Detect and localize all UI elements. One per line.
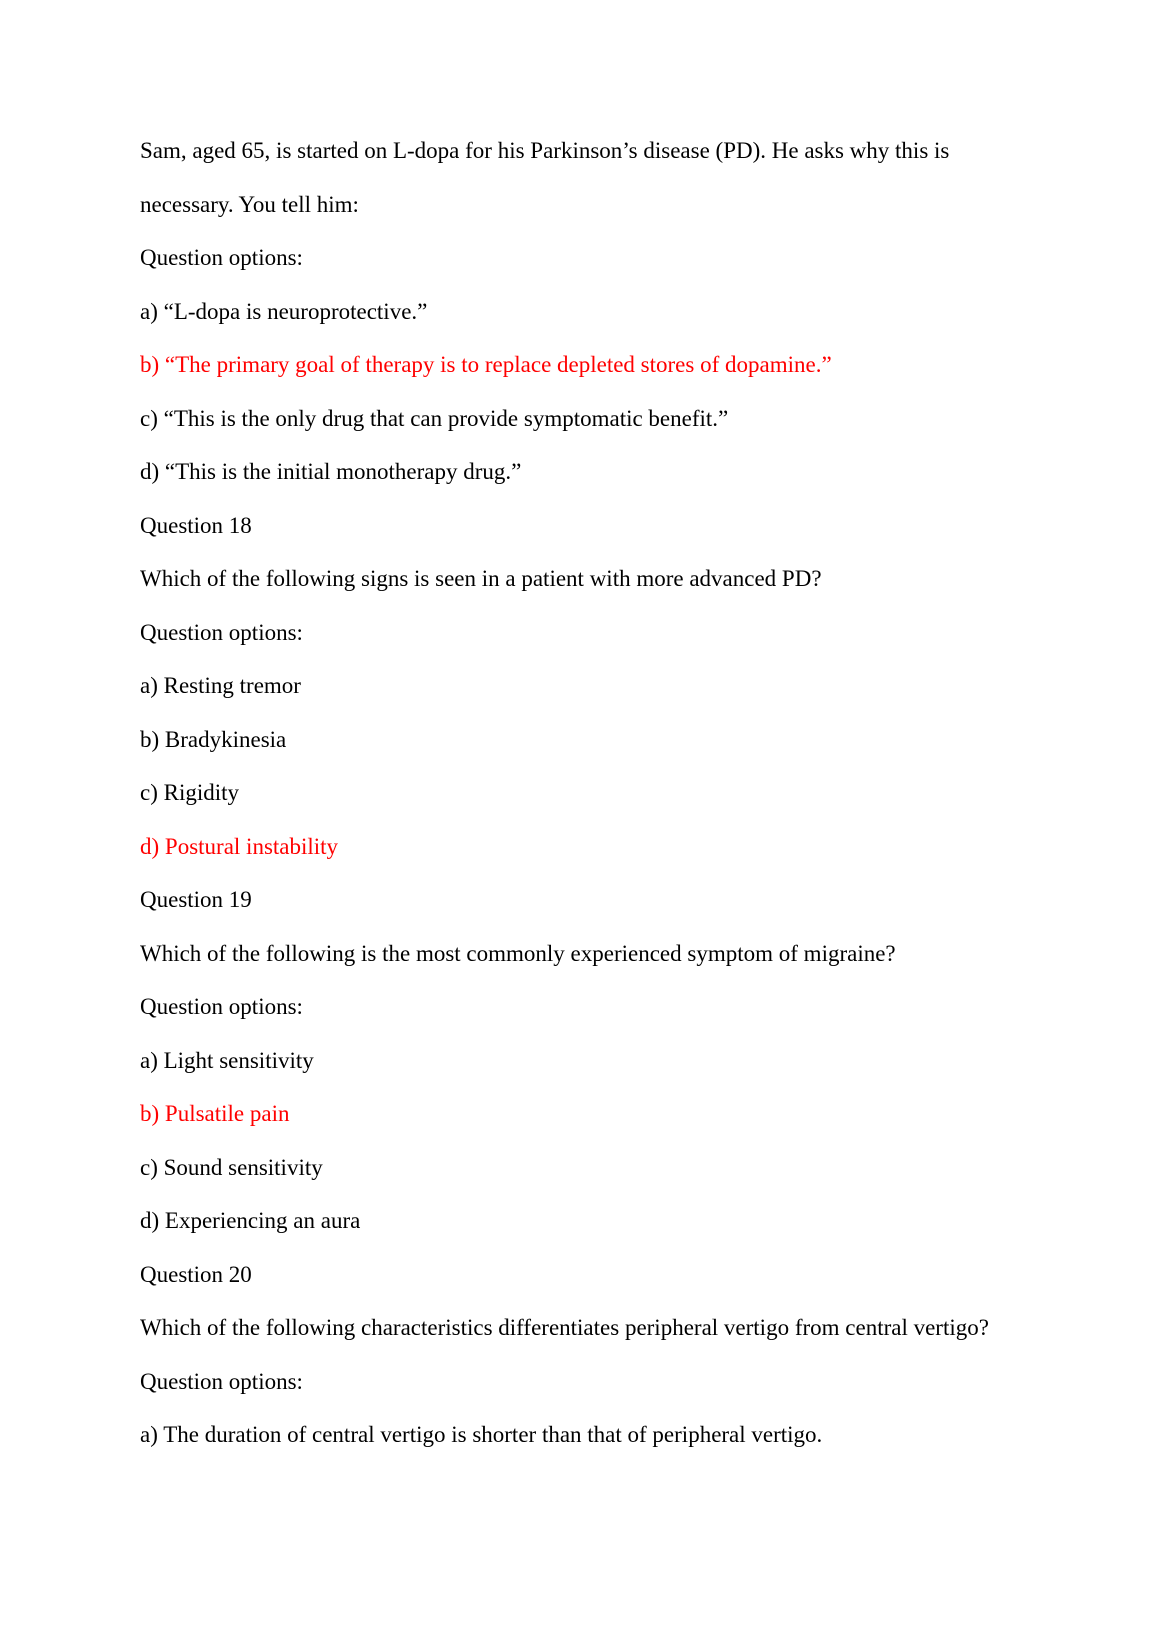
q17-option-c: c) “This is the only drug that can provide symptomatic benefit.” [140,405,729,431]
q19-options-label: Question options: [140,994,303,1019]
q20-stem: Which of the following characteristics differentiates peripheral vertigo from central vertigo? [140,1315,989,1340]
q18-stem: Which of the following signs is seen in a patient with more advanced PD? [140,566,822,591]
q20-option-a: a) The duration of central vertigo is shorter than that of peripheral vertigo. [140,1422,823,1447]
q19-option-b-answer: b) Pulsatile pain [140,1101,290,1126]
q18-option-d-answer: d) Postural instability [140,833,339,859]
q18-option-b: b) Bradykinesia [140,726,287,752]
q18-heading: Question 18 [140,512,252,538]
q17-option-d: d) “This is the initial monotherapy drug.” [140,459,522,484]
q17-option-a: a) “L-dopa is neuroprotective.” [140,298,428,324]
q17-options-label: Question options: [140,245,303,270]
q17-stem-line-1: Sam, aged 65, is started on L-dopa for his Parkinson’s disease (PD). He asks why this is [140,138,950,163]
q18-option-c: c) Rigidity [140,780,240,805]
q19-heading: Question 19 [140,887,252,912]
q17-stem-line-2: necessary. You tell him: [140,191,359,217]
document-body [140,136,1040,1474]
q17-option-b-answer: b) “The primary goal of therapy is to replace depleted stores of dopamine.” [140,352,832,377]
q18-options-label: Question options: [140,619,303,645]
q19-option-a: a) Light sensitivity [140,1047,314,1073]
q19-option-d: d) Experiencing an aura [140,1208,361,1233]
q19-option-c: c) Sound sensitivity [140,1154,323,1180]
q20-heading: Question 20 [140,1261,252,1287]
q19-stem: Which of the following is the most commonly experienced symptom of migraine? [140,940,896,966]
q20-options-label: Question options: [140,1368,303,1394]
q18-option-a: a) Resting tremor [140,673,301,698]
